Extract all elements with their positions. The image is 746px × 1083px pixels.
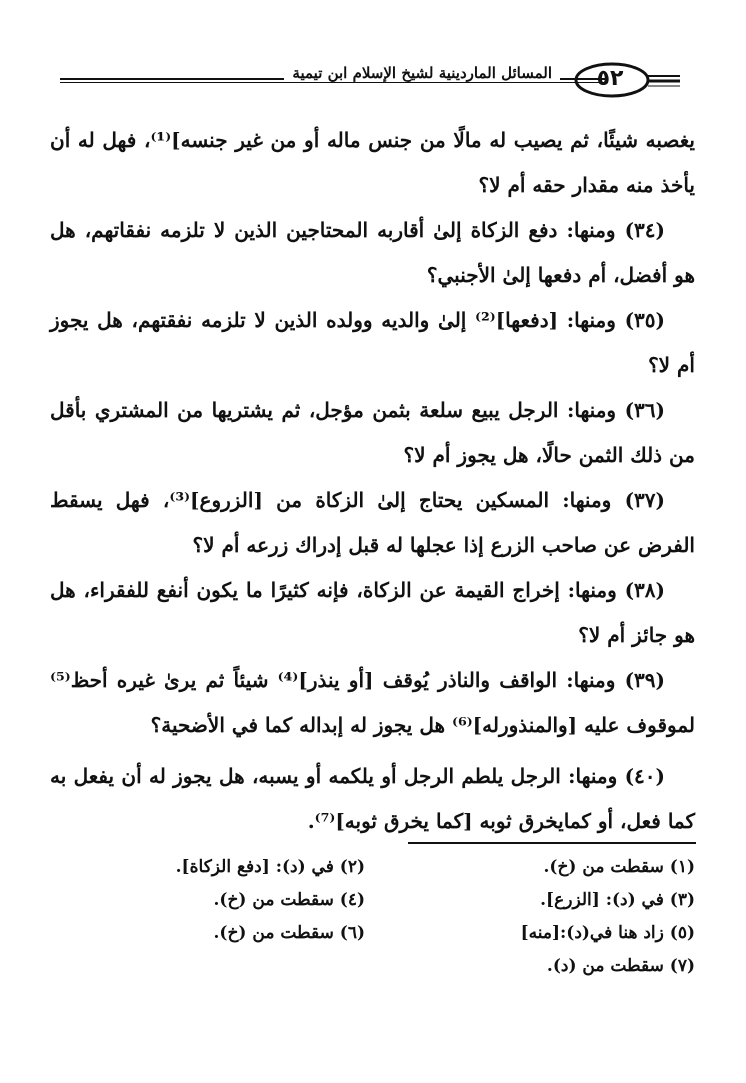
footnote-row	[50, 917, 695, 950]
paragraph-38: (٣٨) ومنها: إخراج القيمة عن الزكاة، فإنه كثيرًا ما يكون أنفع للفقراء، هل هو جائز أم لا؟	[50, 578, 695, 647]
footnote-3: (٣) في (د): [الزرع].	[540, 890, 695, 910]
main-text	[50, 118, 695, 844]
running-title: المسائل الماردينية لشيخ الإسلام ابن تيمية	[284, 64, 560, 82]
page-number-badge	[570, 60, 680, 100]
paragraph-37: (٣٧) ومنها: المسكين يحتاج إلىٰ الزكاة من [الزروع]⁽³⁾، فهل يسقط الفرض عن صاحب الزرع إذا عجلها له قبل إدراك زرعه أم لا؟	[50, 488, 695, 557]
footnote-4: (٤) سقطت من (خ).	[213, 890, 365, 910]
footnotes	[50, 851, 695, 983]
paragraph-36: (٣٦) ومنها: الرجل يبيع سلعة بثمن مؤجل، ثم يشتريها من المشتري بأقل من ذلك الثمن حالًا، هل يجوز أم لا؟	[50, 398, 695, 467]
paragraph-35: (٣٥) ومنها: [دفعها]⁽²⁾ إلىٰ والديه وولده الذين لا تلزمه نفقتهم، هل يجوز أم لا؟	[50, 308, 695, 377]
page-number: ٥٢	[596, 66, 624, 91]
page-header	[60, 60, 680, 100]
footnote-empty	[65, 950, 365, 983]
footnote-1: (١) سقطت من (خ).	[543, 857, 695, 877]
footnote-separator	[408, 842, 696, 844]
paragraph-40: (٤٠) ومنها: الرجل يلطم الرجل أو يلكمه أو يسبه، هل يجوز له أن يفعل به كما فعل، أو كمايخرق ثوبه [كما يخرق ثوبه]⁽⁷⁾.	[50, 764, 695, 833]
footnote-row	[50, 884, 695, 917]
paragraph-continuation: يغصبه شيئًا، ثم يصيب له مالًا من جنس ماله أو من غير جنسه]⁽¹⁾، فهل له أن يأخذ منه مقدار حقه أم لا؟	[50, 128, 695, 197]
footnote-row	[50, 950, 695, 983]
paragraph-39: (٣٩) ومنها: الواقف والناذر يُوقف [أو ينذر]⁽⁴⁾ شيئاً ثم يرىٰ غيره أحظ⁽⁵⁾ لموقوف عليه [والمنذورله]⁽⁶⁾ هل يجوز له إبداله كما في الأضحية؟	[50, 668, 695, 737]
footnote-row	[50, 851, 695, 884]
footnote-6: (٦) سقطت من (خ).	[213, 923, 365, 943]
footnote-5: (٥) زاد هنا في(د):[منه]	[520, 923, 695, 943]
paragraph-34: (٣٤) ومنها: دفع الزكاة إلىٰ أقاربه المحتاجين الذين لا تلزمه نفقاتهم، هل هو أفضل، أم دفعها إلىٰ الأجنبي؟	[50, 218, 695, 287]
footnote-7: (٧) سقطت من (د).	[546, 956, 695, 976]
footnote-2: (٢) في (د): [دفع الزكاة].	[175, 857, 365, 877]
